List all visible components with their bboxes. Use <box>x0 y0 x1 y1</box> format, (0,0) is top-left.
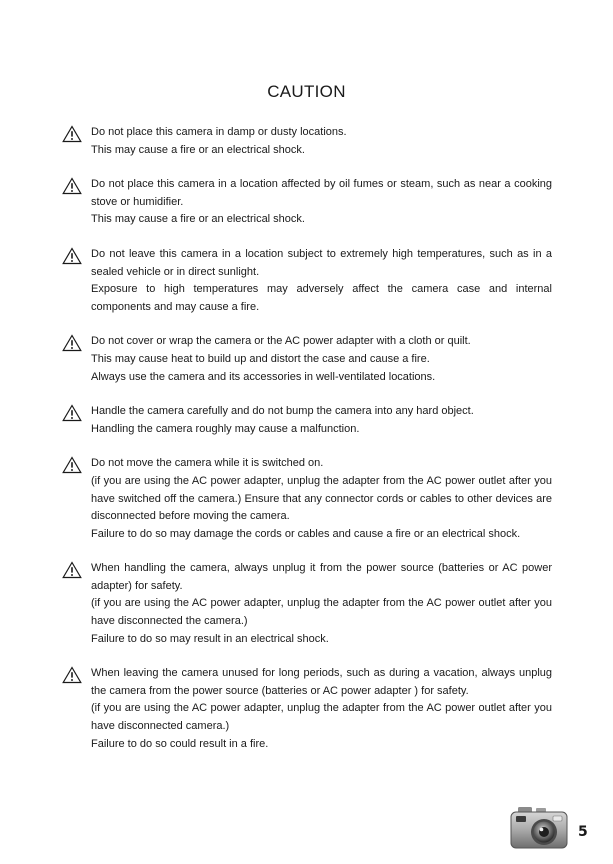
caution-line: Do not place this camera in damp or dusty locations. <box>91 126 347 138</box>
caution-line: This may cause heat to build up and distort the case and cause a fire. <box>91 352 430 365</box>
caution-line: Failure to do so may result in an electrical shock. <box>91 632 329 645</box>
warning-triangle-icon <box>62 177 82 195</box>
caution-list <box>62 124 552 770</box>
caution-item <box>62 560 552 648</box>
digital-camera-icon <box>509 805 571 851</box>
warning-triangle-icon <box>62 334 82 352</box>
warning-triangle-icon <box>62 666 82 684</box>
caution-line: When leaving the camera unused for long periods, such as during a vacation, always unplug the camera from the power source (batteries or AC power adapter ) for safety. <box>91 667 552 697</box>
caution-item <box>62 403 552 438</box>
caution-item <box>62 333 552 386</box>
warning-triangle-icon <box>62 456 82 474</box>
caution-item <box>62 665 552 753</box>
caution-line: Always use the camera and its accessories in well-ventilated locations. <box>91 370 436 383</box>
caution-line: Handle the camera carefully and do not bump the camera into any hard object. <box>91 405 474 418</box>
warning-triangle-icon <box>62 247 82 265</box>
page-number: 5 <box>578 824 588 840</box>
caution-item <box>62 246 552 316</box>
page-title: CAUTION <box>267 82 346 101</box>
caution-line: This may cause a fire or an electrical shock. <box>91 213 305 226</box>
caution-line: (if you are using the AC power adapter, unplug the adapter from the AC power outlet after you have disconnected camera.) <box>91 702 552 733</box>
caution-line: (if you are using the AC power adapter, unplug the adapter from the AC power outlet after you have switched off the camera.) Ensure that any connector cords or cables to other devices are disconnected before moving the camera. <box>91 474 552 523</box>
caution-line: Do not place this camera in a location affected by oil fumes or steam, such as near a cooking stove or humidifier. <box>91 178 552 208</box>
caution-item <box>62 124 552 159</box>
caution-line: Do not leave this camera in a location subject to extremely high temperatures, such as in a sealed vehicle or in direct sunlight. <box>91 247 552 278</box>
caution-item <box>62 176 552 229</box>
caution-line: Exposure to high temperatures may adversely affect the camera case and internal components and may cause a fire. <box>91 283 552 313</box>
warning-triangle-icon <box>62 561 82 579</box>
caution-line: (if you are using the AC power adapter, unplug the adapter from the AC power outlet after you have disconnected the camera.) <box>91 597 552 628</box>
caution-line: Do not move the camera while it is switched on. <box>91 457 324 470</box>
warning-triangle-icon <box>62 404 82 422</box>
caution-line: Failure to do so could result in a fire. <box>91 737 269 750</box>
caution-line: This may cause a fire or an electrical shock. <box>91 143 305 156</box>
warning-triangle-icon <box>62 125 82 143</box>
caution-line: Failure to do so may damage the cords or cables and cause a fire or an electrical shock. <box>91 527 521 540</box>
caution-line: When handling the camera, always unplug it from the power source (batteries or AC power adapter) for safety. <box>91 562 552 592</box>
caution-line: Do not cover or wrap the camera or the AC power adapter with a cloth or quilt. <box>91 335 471 348</box>
caution-item <box>62 455 552 543</box>
caution-line: Handling the camera roughly may cause a malfunction. <box>91 422 360 435</box>
